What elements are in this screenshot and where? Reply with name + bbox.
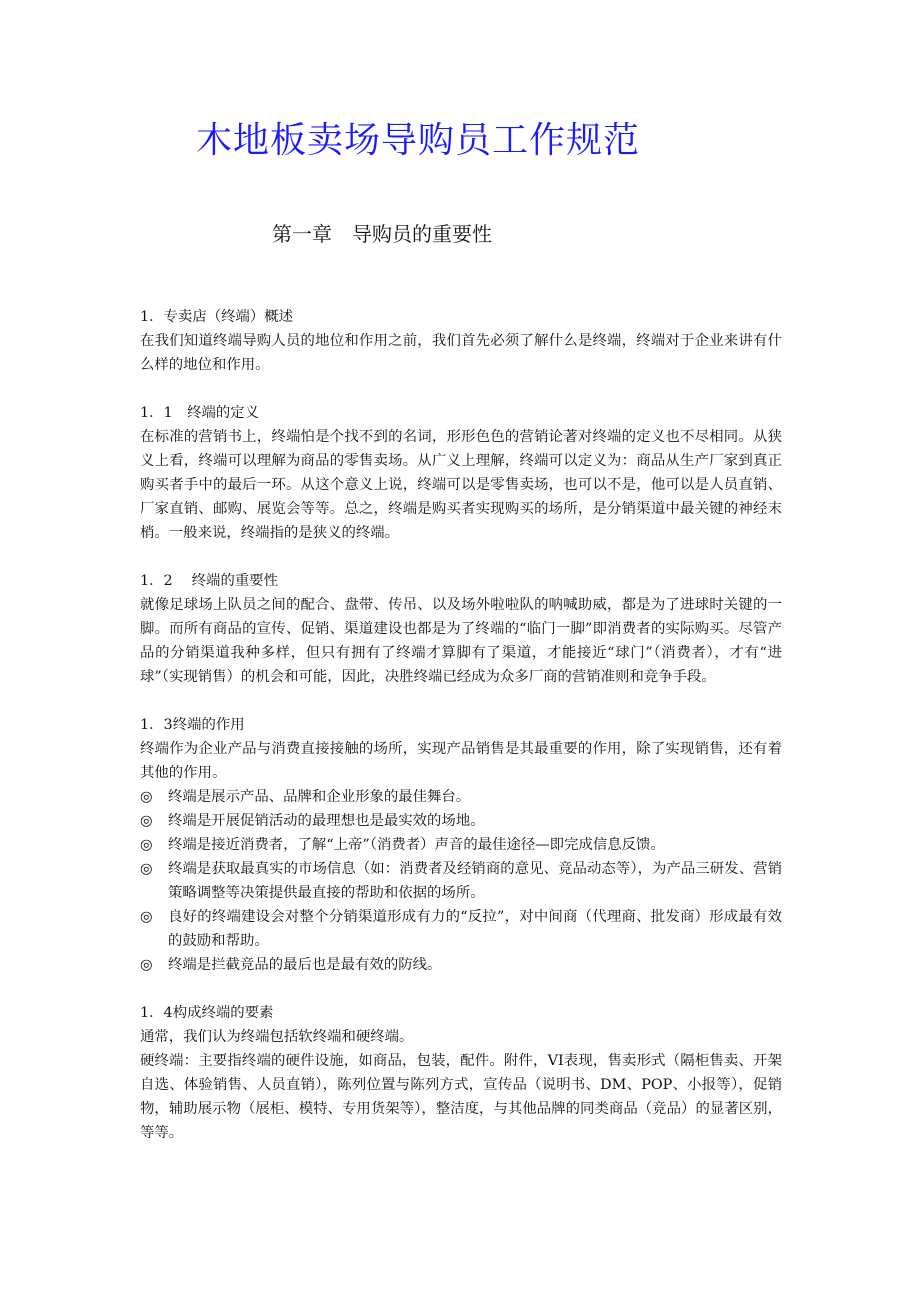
- section-1-2-heading: 1．2 终端的重要性: [140, 573, 279, 589]
- bullet-mark-icon: ◎: [140, 813, 153, 829]
- bullet-item: [140, 833, 782, 857]
- section-1-1-heading: 1．1 终端的定义: [140, 405, 260, 421]
- bullet-item: [140, 905, 782, 953]
- bullet-text: 终端是获取最真实的市场信息（如：消费者及经销商的意见、竞品动态等），为产品三研发、营销策略调整等决策提供最直接的帮助和依据的场所。: [168, 861, 782, 901]
- bullet-mark-icon: ◎: [140, 837, 153, 853]
- bullet-text: 终端是拦截竞品的最后也是最有效的防线。: [168, 957, 442, 973]
- bullet-text: 终端是接近消费者，了解“上帝”（消费者）声音的最佳途径—即完成信息反馈。: [168, 837, 665, 853]
- bullet-mark-icon: ◎: [140, 957, 153, 973]
- section-1-4-heading: 1．4构成终端的要素: [140, 1005, 274, 1021]
- bullet-text: 终端是展示产品、品牌和企业形象的最佳舞台。: [168, 789, 471, 805]
- section-1-heading: 1．专卖店（终端）概述: [140, 309, 294, 325]
- document-body: [140, 305, 782, 1145]
- section-1-3-text: 终端作为企业产品与消费直接接触的场所，实现产品销售是其最重要的作用，除了实现销售，还有着其他的作用。: [140, 741, 782, 781]
- bullet-text: 良好的终端建设会对整个分销渠道形成有力的“反拉”，对中间商（代理商、批发商）形成最有效的鼓励和帮助。: [168, 909, 782, 949]
- section-1-4-text-2: 硬终端：主要指终端的硬件设施，如商品，包装，配件。附件，VI表现，售卖形式（隔柜售卖、开架自选、体验销售、人员直销），陈列位置与陈列方式，宣传品（说明书、DM、POP、小报等），促销物，辅助展示物（展柜、模特、专用货架等），整洁度，与其他品牌的同类商品（竞品）的显著区别，等等。: [140, 1053, 782, 1141]
- document-title: 木地板卖场导购员工作规范: [196, 120, 641, 161]
- section-1-2-text: 就像足球场上队员之间的配合、盘带、传吊、以及场外啦啦队的呐喊助威，都是为了进球时关键的一脚。而所有商品的宣传、促销、渠道建设也都是为了终端的“临门一脚”即消费者的实际购买。尽管产品的分销渠道我种多样，但只有拥有了终端才算脚有了渠道，才能接近“球门”（消费者），才有“进球”（实现销售）的机会和可能，因此，决胜终端已经成为众多厂商的营销准则和竞争手段。: [140, 597, 782, 685]
- bullet-item: [140, 785, 782, 809]
- section-1-text: 在我们知道终端导购人员的地位和作用之前，我们首先必须了解什么是终端，终端对于企业来讲有什么样的地位和作用。: [140, 333, 782, 373]
- chapter-heading: 第一章 导购员的重要性: [272, 222, 492, 246]
- bullet-item: [140, 857, 782, 905]
- bullet-text: 终端是开展促销活动的最理想也是最实效的场地。: [168, 813, 485, 829]
- section-1-3-heading: 1．3终端的作用: [140, 717, 245, 733]
- bullet-item: [140, 809, 782, 833]
- bullet-mark-icon: ◎: [140, 909, 153, 925]
- bullet-item: [140, 953, 782, 977]
- section-1-1-text: 在标准的营销书上，终端怕是个找不到的名词，形形色色的营销论著对终端的定义也不尽相同。从狭义上看，终端可以理解为商品的零售卖场。从广义上理解，终端可以定义为：商品从生产厂家到真正购买者手中的最后一环。从这个意义上说，终端可以是零售卖场，也可以不是，他可以是人员直销、厂家直销、邮购、展览会等等。总之，终端是购买者实现购买的场所，是分销渠道中最关键的神经末梢。一般来说，终端指的是狭义的终端。: [140, 429, 782, 541]
- section-1-4-text-1: 通常，我们认为终端包括软终端和硬终端。: [140, 1029, 414, 1045]
- section-1-3-bullet-list: [140, 785, 782, 977]
- bullet-mark-icon: ◎: [140, 861, 153, 877]
- bullet-mark-icon: ◎: [140, 789, 153, 805]
